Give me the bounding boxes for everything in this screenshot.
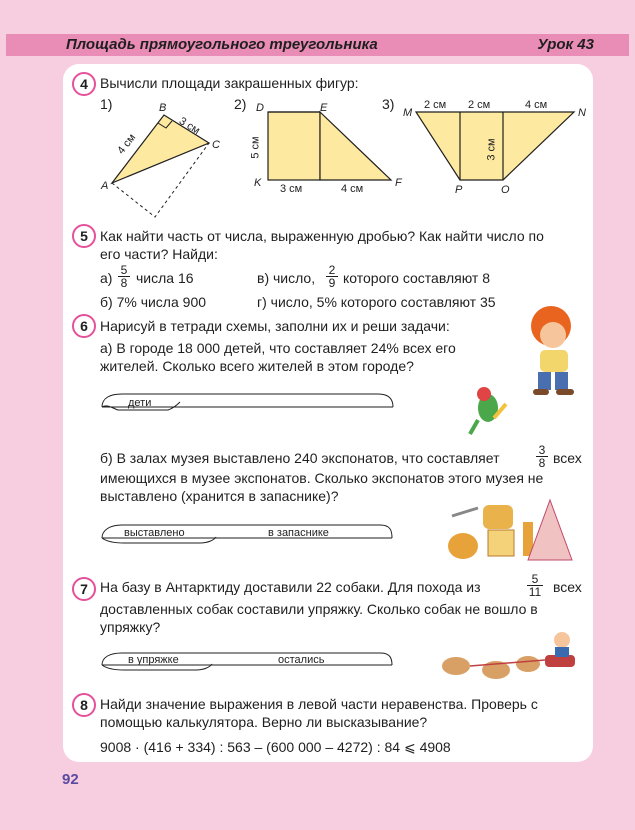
task-7-fraction: $\frac{5}{11}$	[528, 572, 542, 599]
task-5v-prefix: в) число,	[257, 270, 316, 286]
task-7-badge: 7	[72, 577, 96, 601]
fig-2-label: 2)	[234, 96, 247, 112]
fig-1-label: 1)	[100, 96, 113, 112]
task-6b-line-1: б) В залах музея выставлено 240 экспонатов, что составляет	[100, 450, 500, 466]
task-6b-line-2: имеющихся в музее экспонатов. Сколько экспонатов этого музея не	[100, 470, 544, 486]
task-5a-fraction: $\frac{5}{8}$	[118, 264, 130, 289]
task-5-line-2: его части? Найди:	[100, 246, 218, 262]
task-6b-line-3: выставлено (хранится в запаснике)?	[100, 488, 339, 504]
point-a: A	[101, 180, 109, 192]
task-6a-line-1: а) В городе 18 000 детей, что составляет 24% всех его	[100, 340, 456, 356]
task-5a-prefix: а)	[100, 270, 113, 286]
task-5-badge: 5	[72, 224, 96, 248]
task-8-expression: 9008 · (416 + 334) : 563 – (600 000 – 4272) : 84 ⩽ 4908	[100, 739, 451, 755]
point-d: D	[256, 102, 264, 114]
diagram-label-storage: в запаснике	[268, 527, 329, 539]
task-6-badge: 6	[72, 314, 96, 338]
task-4-text: Вычисли площади закрашенных фигур:	[100, 75, 359, 91]
diagram-label-harness: в упряжке	[128, 654, 179, 666]
task-4-badge: 4	[72, 72, 96, 96]
point-k: K	[254, 177, 262, 189]
task-6b-fraction: $\frac{3}{8}$	[536, 444, 548, 469]
fig-3-top-1: 2 см	[424, 99, 447, 111]
fig-2-height: 5 см	[249, 136, 262, 159]
side-ab-length: 4 см	[115, 131, 139, 157]
side-bc-length: 3 см	[176, 115, 203, 138]
point-m: M	[403, 107, 413, 119]
task-7-line-3: упряжку?	[100, 619, 161, 635]
task-8-line-2: помощью калькулятора. Верно ли высказывание?	[100, 714, 428, 730]
task-6b-after: всех	[553, 450, 582, 466]
task-6a-line-2: жителей. Сколько всего жителей в этом городе?	[100, 358, 414, 374]
point-o: O	[501, 184, 510, 196]
fig-3-label: 3)	[382, 96, 395, 112]
page-number: 92	[62, 771, 79, 788]
point-n: N	[578, 107, 586, 119]
task-5g: г) число, 5% которого составляют 35	[257, 294, 496, 310]
task-7-after: всех	[553, 579, 582, 595]
task-5a-suffix: числа 16	[136, 270, 194, 286]
task-5b: б) 7% числа 900	[100, 294, 207, 310]
task-8-badge: 8	[72, 693, 96, 717]
diagram-label-displayed: выставлено	[124, 527, 185, 539]
lesson-title: Площадь прямоугольного треугольника	[66, 36, 378, 53]
sled-dogs-illustration	[442, 632, 575, 679]
task-7-line-1: На базу в Антарктиду доставили 22 собаки. Для похода из	[100, 579, 481, 595]
point-f: F	[395, 177, 402, 189]
point-p: P	[455, 184, 463, 196]
fig-2-base-right: 4 см	[341, 183, 364, 195]
task-5v-fraction: $\frac{2}{9}$	[326, 264, 338, 289]
boy-illustration	[531, 306, 574, 395]
fig-3-height: 3 см	[485, 138, 498, 161]
diagram-label-remaining: остались	[278, 654, 325, 666]
fig-2-base-left: 3 см	[280, 183, 303, 195]
point-e: E	[320, 102, 328, 114]
diagram-label-children: дети	[128, 397, 152, 409]
fig-3-top-3: 4 см	[525, 99, 548, 111]
task-5v-suffix: которого составляют 8	[343, 270, 490, 286]
point-c: C	[212, 139, 220, 151]
lesson-number: Урок 43	[537, 36, 594, 53]
task-8-line-1: Найди значение выражения в левой части неравенства. Проверь с	[100, 696, 538, 712]
parrot-illustration	[470, 387, 506, 434]
point-b: B	[159, 102, 167, 114]
task-7-line-2: доставленных собак составили упряжку. Сколько собак не вошло в	[100, 601, 538, 617]
fig-3-top-2: 2 см	[468, 99, 491, 111]
task-6-text: Нарисуй в тетради схемы, заполни их и реши задачи:	[100, 318, 450, 334]
task-5-line-1: Как найти часть от числа, выраженную дробью? Как найти число по	[100, 228, 544, 244]
museum-illustration	[448, 500, 572, 560]
